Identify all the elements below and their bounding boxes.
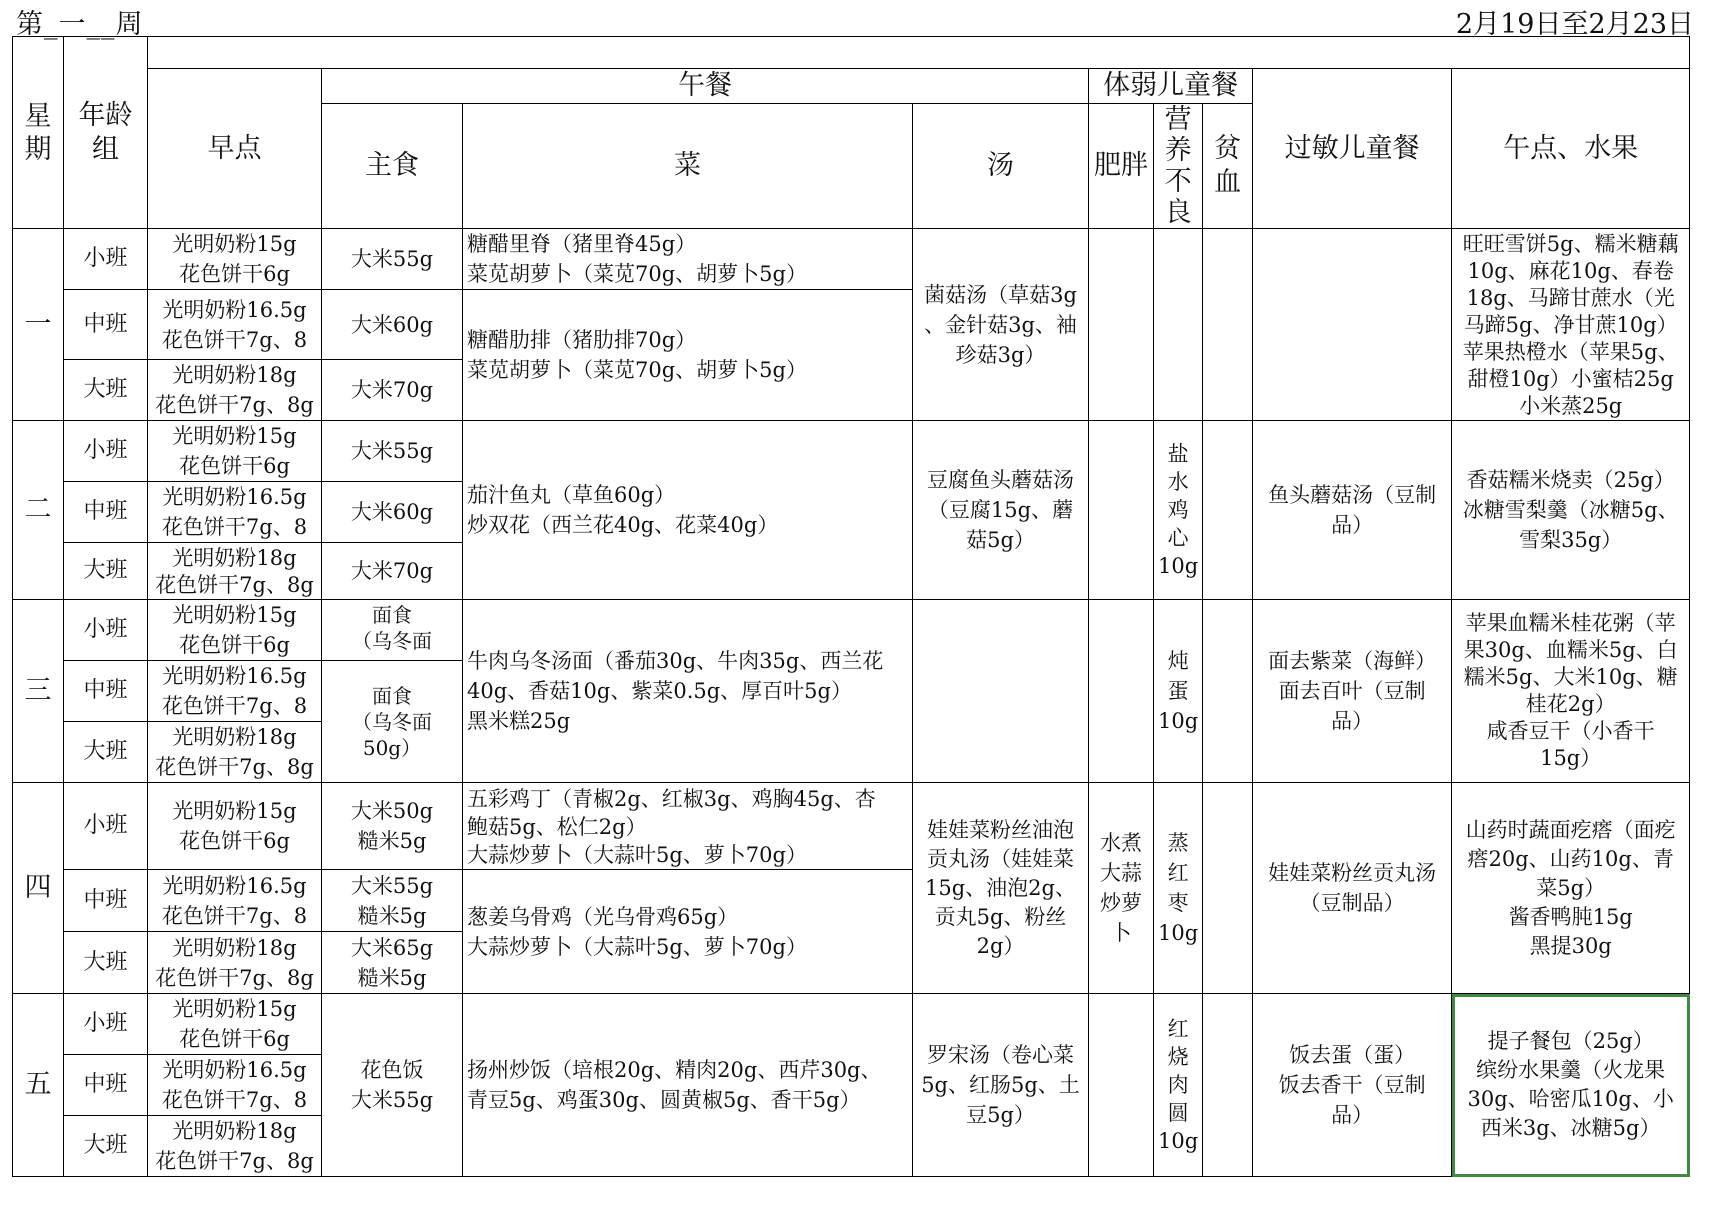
allergy-cell[interactable]: 面去紫菜（海鲜） 面去百叶（豆制 品） bbox=[1253, 600, 1452, 783]
obese-cell[interactable] bbox=[1089, 421, 1154, 600]
age-group-cell[interactable]: 小班 bbox=[64, 229, 148, 290]
staple-cell[interactable]: 大米65g 糙米5g bbox=[322, 932, 463, 994]
header-afternoon[interactable]: 午点、水果 bbox=[1452, 69, 1690, 229]
staple-cell[interactable]: 面食 （乌冬面 bbox=[322, 600, 463, 661]
soup-cell[interactable]: 豆腐鱼头蘑菇汤 （豆腐15g、蘑 菇5g） bbox=[913, 421, 1089, 600]
afternoon-cell-selected[interactable]: 提子餐包（25g） 缤纷水果羹（火龙果 30g、哈密瓜10g、小 西米3g、冰糖5g） bbox=[1452, 994, 1690, 1177]
age-group-cell[interactable]: 大班 bbox=[64, 722, 148, 783]
day-cell[interactable]: 五 bbox=[13, 994, 64, 1177]
age-group-cell[interactable]: 小班 bbox=[64, 600, 148, 661]
dish-cell[interactable]: 五彩鸡丁（青椒2g、红椒3g、鸡胸45g、杏 鲍菇5g、松仁2g） 大蒜炒萝卜（大蒜叶5g、萝卜70g） bbox=[463, 783, 913, 870]
breakfast-cell[interactable]: 光明奶粉18g 花色饼干7g、8g bbox=[148, 1116, 322, 1177]
header-day[interactable]: 星 期 bbox=[13, 37, 64, 229]
breakfast-cell[interactable]: 光明奶粉15g 花色饼干6g bbox=[148, 783, 322, 870]
obese-cell[interactable]: 水煮 大蒜 炒萝 卜 bbox=[1089, 783, 1154, 994]
header-age-group[interactable]: 年龄组 bbox=[64, 37, 148, 229]
staple-cell[interactable]: 大米55g 糙米5g bbox=[322, 870, 463, 932]
breakfast-cell[interactable]: 光明奶粉15g 花色饼干6g bbox=[148, 421, 322, 482]
age-group-cell[interactable]: 小班 bbox=[64, 783, 148, 870]
staple-cell[interactable]: 大米55g bbox=[322, 421, 463, 482]
age-group-cell[interactable]: 中班 bbox=[64, 290, 148, 360]
age-group-cell[interactable]: 中班 bbox=[64, 870, 148, 932]
header-lunch[interactable]: 午餐 bbox=[322, 69, 1089, 104]
breakfast-cell[interactable]: 光明奶粉18g 花色饼干7g、8g bbox=[148, 722, 322, 783]
age-group-cell[interactable]: 大班 bbox=[64, 360, 148, 421]
afternoon-cell[interactable]: 香菇糯米烧卖（25g） 冰糖雪梨羹（冰糖5g、 雪梨35g） bbox=[1452, 421, 1690, 600]
malnourished-cell[interactable] bbox=[1154, 229, 1203, 421]
dish-cell[interactable]: 糖醋肋排（猪肋排70g） 菜苋胡萝卜（菜苋70g、胡萝卜5g） bbox=[463, 290, 913, 421]
header-dish[interactable]: 菜 bbox=[463, 104, 913, 229]
age-group-cell[interactable]: 中班 bbox=[64, 482, 148, 543]
staple-cell[interactable]: 大米55g bbox=[322, 229, 463, 290]
breakfast-cell[interactable]: 光明奶粉16.5g 花色饼干7g、8 bbox=[148, 290, 322, 360]
soup-cell[interactable] bbox=[913, 600, 1089, 783]
staple-cell[interactable]: 大米60g bbox=[322, 482, 463, 543]
dish-cell[interactable]: 糖醋里脊（猪里脊45g） 菜苋胡萝卜（菜苋70g、胡萝卜5g） bbox=[463, 229, 913, 290]
allergy-cell[interactable]: 娃娃菜粉丝贡丸汤 （豆制品） bbox=[1253, 783, 1452, 994]
header-blank[interactable] bbox=[148, 37, 1690, 69]
staple-cell[interactable]: 大米70g bbox=[322, 543, 463, 600]
header-allergy[interactable]: 过敏儿童餐 bbox=[1253, 69, 1452, 229]
age-group-cell[interactable]: 小班 bbox=[64, 421, 148, 482]
dish-cell[interactable]: 牛肉乌冬汤面（番茄30g、牛肉35g、西兰花 40g、香菇10g、紫菜0.5g、厚百叶5g） 黑米糕25g bbox=[463, 600, 913, 783]
staple-cell[interactable]: 花色饭 大米55g bbox=[322, 994, 463, 1177]
age-group-cell[interactable]: 小班 bbox=[64, 994, 148, 1055]
breakfast-cell[interactable]: 光明奶粉18g 花色饼干7g、8g bbox=[148, 360, 322, 421]
staple-cell[interactable]: 面食 （乌冬面 50g） bbox=[322, 661, 463, 783]
breakfast-cell[interactable]: 光明奶粉16.5g 花色饼干7g、8 bbox=[148, 661, 322, 722]
malnourished-cell[interactable]: 红 烧 肉 圆 10g bbox=[1154, 994, 1203, 1177]
age-group-cell[interactable]: 大班 bbox=[64, 1116, 148, 1177]
header-weak-children[interactable]: 体弱儿童餐 bbox=[1089, 69, 1253, 104]
age-group-cell[interactable]: 中班 bbox=[64, 661, 148, 722]
breakfast-cell[interactable]: 光明奶粉16.5g 花色饼干7g、8 bbox=[148, 1055, 322, 1116]
header-staple[interactable]: 主食 bbox=[322, 104, 463, 229]
afternoon-cell[interactable]: 旺旺雪饼5g、糯米糖藕 10g、麻花10g、春卷 18g、马蹄甘蔗水（光 马蹄5g、净甘蔗10g） 苹果热橙水（苹果5g、 甜橙10g）小蜜桔25g 小米蒸25g bbox=[1452, 229, 1690, 421]
dish-cell[interactable]: 葱姜乌骨鸡（光乌骨鸡65g） 大蒜炒萝卜（大蒜叶5g、萝卜70g） bbox=[463, 870, 913, 994]
afternoon-cell[interactable]: 山药时蔬面疙瘩（面疙 瘩20g、山药10g、青 菜5g） 酱香鸭肫15g 黑提30g bbox=[1452, 783, 1690, 994]
date-range[interactable]: 2月19日至2月23日 bbox=[1455, 9, 1694, 40]
header-anemia[interactable]: 贫 血 bbox=[1203, 104, 1253, 229]
header-malnourished[interactable]: 营 养 不 良 bbox=[1154, 104, 1203, 229]
breakfast-cell[interactable]: 光明奶粉18g 花色饼干7g、8g bbox=[148, 932, 322, 994]
anemia-cell[interactable] bbox=[1203, 421, 1253, 600]
week-label[interactable]: 第_一__周 bbox=[16, 9, 144, 40]
menu-table bbox=[12, 36, 1690, 1177]
afternoon-cell[interactable]: 苹果血糯米桂花粥（苹 果30g、血糯米5g、白 糯米5g、大米10g、糖 桂花2g） 咸香豆干（小香干 15g） bbox=[1452, 600, 1690, 783]
anemia-cell[interactable] bbox=[1203, 600, 1253, 783]
staple-cell[interactable]: 大米50g 糙米5g bbox=[322, 783, 463, 870]
allergy-cell[interactable]: 饭去蛋（蛋） 饭去香干（豆制 品） bbox=[1253, 994, 1452, 1177]
day-cell[interactable]: 一 bbox=[13, 229, 64, 421]
obese-cell[interactable] bbox=[1089, 600, 1154, 783]
breakfast-cell[interactable]: 光明奶粉15g 花色饼干6g bbox=[148, 229, 322, 290]
allergy-cell[interactable]: 鱼头蘑菇汤（豆制 品） bbox=[1253, 421, 1452, 600]
breakfast-cell[interactable]: 光明奶粉16.5g 花色饼干7g、8 bbox=[148, 482, 322, 543]
age-group-cell[interactable]: 大班 bbox=[64, 932, 148, 994]
staple-cell[interactable]: 大米70g bbox=[322, 360, 463, 421]
dish-cell[interactable]: 扬州炒饭（培根20g、精肉20g、西芹30g、 青豆5g、鸡蛋30g、圆黄椒5g、香干5g） bbox=[463, 994, 913, 1177]
breakfast-cell[interactable]: 光明奶粉16.5g 花色饼干7g、8 bbox=[148, 870, 322, 932]
malnourished-cell[interactable]: 盐 水 鸡 心 10g bbox=[1154, 421, 1203, 600]
obese-cell[interactable] bbox=[1089, 994, 1154, 1177]
header-soup[interactable]: 汤 bbox=[913, 104, 1089, 229]
malnourished-cell[interactable]: 蒸 红 枣 10g bbox=[1154, 783, 1203, 994]
breakfast-cell[interactable]: 光明奶粉15g 花色饼干6g bbox=[148, 600, 322, 661]
anemia-cell[interactable] bbox=[1203, 994, 1253, 1177]
age-group-cell[interactable]: 大班 bbox=[64, 543, 148, 600]
breakfast-cell[interactable]: 光明奶粉15g 花色饼干6g bbox=[148, 994, 322, 1055]
dish-cell[interactable]: 茄汁鱼丸（草鱼60g） 炒双花（西兰花40g、花菜40g） bbox=[463, 421, 913, 600]
soup-cell[interactable]: 娃娃菜粉丝油泡 贡丸汤（娃娃菜 15g、油泡2g、 贡丸5g、粉丝 2g） bbox=[913, 783, 1089, 994]
obese-cell[interactable] bbox=[1089, 229, 1154, 421]
soup-cell[interactable]: 罗宋汤（卷心菜 5g、红肠5g、土 豆5g） bbox=[913, 994, 1089, 1177]
day-cell[interactable]: 三 bbox=[13, 600, 64, 783]
malnourished-cell[interactable]: 炖 蛋 10g bbox=[1154, 600, 1203, 783]
header-obese[interactable]: 肥胖 bbox=[1089, 104, 1154, 229]
staple-cell[interactable]: 大米60g bbox=[322, 290, 463, 360]
breakfast-cell[interactable]: 光明奶粉18g 花色饼干7g、8g bbox=[148, 543, 322, 600]
allergy-cell[interactable] bbox=[1253, 229, 1452, 421]
day-cell[interactable]: 二 bbox=[13, 421, 64, 600]
anemia-cell[interactable] bbox=[1203, 783, 1253, 994]
soup-cell[interactable]: 菌菇汤（草菇3g 、金针菇3g、袖 珍菇3g） bbox=[913, 229, 1089, 421]
header-breakfast[interactable]: 早点 bbox=[148, 69, 322, 229]
day-cell[interactable]: 四 bbox=[13, 783, 64, 994]
anemia-cell[interactable] bbox=[1203, 229, 1253, 421]
age-group-cell[interactable]: 中班 bbox=[64, 1055, 148, 1116]
